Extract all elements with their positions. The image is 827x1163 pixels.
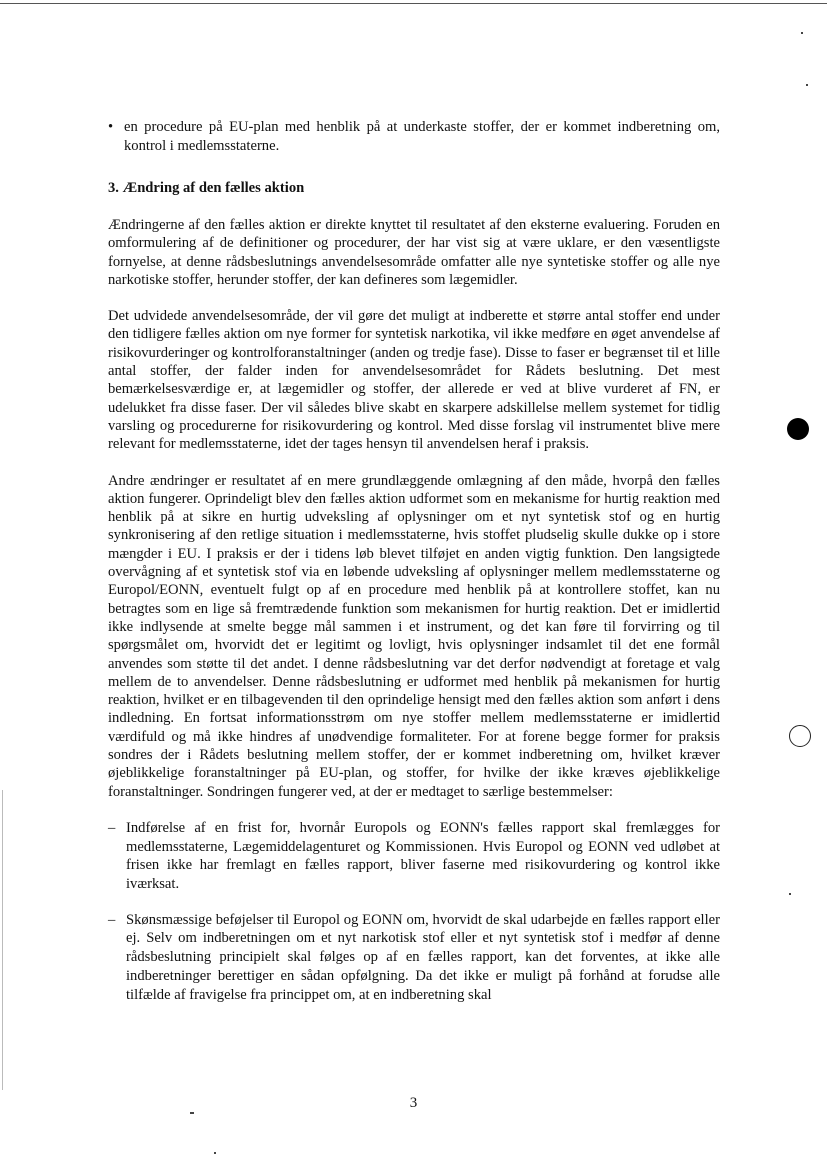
dash-item-2 bbox=[108, 911, 720, 1005]
dash-item-text: Indførelse af en frist for, hvornår Europols og EONN's fælles rapport skal fremlægges for medlemsstaterne, Lægemiddelagenturet og Kommissionen. Hvis Europol og EONN ved udløbet at frisen ikke har fremlagt en fælles rapport, bliver faserne med risikovurdering og kontrol ikke iværksat. bbox=[126, 819, 720, 893]
paragraph-2: Det udvidede anvendelsesområde, der vil gøre det muligt at indberette et større antal stoffer end under den tidligere fælles aktion om nye former for syntetisk narkotika, vil ikke medføre en øget anvendelse af risikovurderinger og kontrolforanstaltninger (anden og tredje fase). Disse to faser er begrænset til et lille antal stoffer, der falder inden for anvendelsesområdet for Rådets beslutning. Det mest bemærkelsesværdige er, at lægemidler og stoffer, der allerede er ved at blive vurderet af FN, er udelukket fra disse faser. Der vil således blive skabt en skarpere adskillelse mellem systemet for tidlig varsling og procedurerne for risikovurdering og kontrol. Med disse forslag vil instrumentet blive mere relevant for medlemsstaterne, idet der tages hensyn til anvendelsen heraf i praksis. bbox=[108, 308, 720, 453]
scan-speck bbox=[190, 1112, 194, 1114]
bullet-text: en procedure på EU-plan med henblik på at underkaste stoffer, der er kommet indberetning om, kontrol i medlemsstaterne. bbox=[124, 119, 720, 154]
dash-item-text: Skønsmæssige beføjelser til Europol og EONN om, hvorvidt de skal udarbejde en fælles rapport eller ej. Selv om indberetningen om et nyt narkotisk stof eller et nyt syntetisk stof i medfør af denne rådsbeslutning principielt skal følges op af en fælles rapport, kan det forventes, at ikke alle indberetninger berettiger en sådan opfølgning. Da det ikke er muligt på forhånd at forudse alle tilfælde af fravigelse fra princippet om, at en indberetning skal bbox=[126, 911, 720, 1003]
dash-item-1 bbox=[108, 819, 720, 894]
scan-speck bbox=[806, 84, 808, 86]
bullet-marker: • bbox=[108, 119, 114, 135]
page-number: 3 bbox=[409, 1095, 418, 1111]
dash-marker: – bbox=[108, 819, 116, 836]
ring-mark bbox=[789, 725, 811, 747]
scan-top-edge bbox=[0, 3, 827, 4]
scan-margin-line bbox=[2, 790, 3, 1090]
section-heading: 3. Ændring af den fælles aktion bbox=[108, 180, 305, 196]
scan-speck bbox=[789, 893, 791, 895]
punch-hole-mark bbox=[787, 418, 809, 440]
scan-speck bbox=[801, 32, 803, 34]
document-body bbox=[108, 118, 720, 1021]
paragraph-1: Ændringerne af den fælles aktion er direkte knyttet til resultatet af den eksterne evaluering. Foruden en omformulering af de definitioner og procedurer, der har vist sig at være uklare, er den væsentligste fornyelse, at denne rådsbeslutnings anvendelsesområde omfatter alle nye syntetiske stoffer og alle nye narkotiske stoffer, herunder stoffer, der kan defineres som lægemidler. bbox=[108, 217, 720, 288]
scan-speck bbox=[214, 1152, 216, 1154]
paragraph-3: Andre ændringer er resultatet af en mere grundlæggende omlægning af den måde, hvorpå den fælles aktion fungerer. Oprindeligt blev den fælles aktion udformet som en mekanisme for hurtig reaktion med henblik på at sikre en hurtig udveksling af oplysninger om et nyt syntetisk stof og en hurtig synkronisering af den retlige situation i medlemsstaterne, hvis stoffet pludselig skulle dukke op i store mængder i EU. I praksis er der i tidens løb blevet tilføjet en anden vigtig funktion. Den langsigtede overvågning af et syntetisk stof via en løbende udveksling af oplysninger mellem medlemsstaterne og Europol/EONN, eventuelt fulgt op af en procedure med henblik på at kontrollere stoffet, kan nu betragtes som en lige så fremtrædende funktion som mekanismen for hurtig reaktion. Det er imidlertid ikke indlysende at smelte begge mål sammen i et instrument, og det kan føre til forvirring og til spørgsmålet om, hvorvidt det er legitimt og lovligt, hvis oplysninger indsamlet til det ene formål anvendes som støtte til det andet. I denne rådsbeslutning var det derfor nødvendigt at foretage et valg mellem de to anvendelser. Denne rådsbeslutning er udformet med henblik på mekanismen for hurtig reaktion, hvilket er en tilbagevenden til den oprindelige hensigt med den fælles aktion som anført i dens indledning. En fortsat informationsstrøm om nye stoffer mellem medlemsstaterne er imidlertid værdifuld og må ikke hindres af unødvendige formaliteter. For at forene begge former for praksis sondres der i Rådets beslutning mellem stoffer, der er kommet indberetning om, hvilket kræver øjeblikkelige foranstaltninger på EU-plan, og stoffer, for hvilke der ikke kræves øjeblikkelige foranstaltninger. Sondringen fungerer ved, at der er medtaget to særlige bestemmelser: bbox=[108, 472, 720, 800]
dash-marker: – bbox=[108, 911, 116, 928]
bullet-item bbox=[108, 118, 720, 156]
